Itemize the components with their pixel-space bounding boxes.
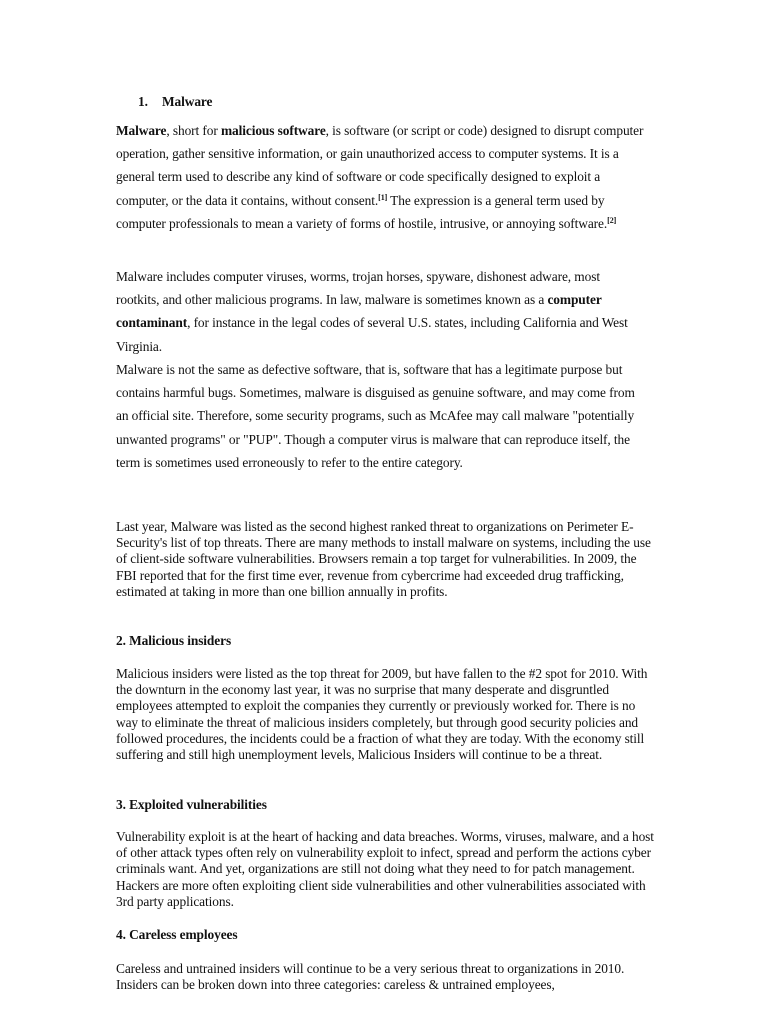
reference-1[interactable]: [1] xyxy=(378,192,388,202)
section-3-heading: 3. Exploited vulnerabilities xyxy=(116,797,267,812)
section-1-number: 1. xyxy=(138,94,148,109)
exploited-vulnerabilities-paragraph: Vulnerability exploit is at the heart of hacking and data breaches. Worms, viruses, malware, and a host of other attack types often rely on vulnerability exploit to infect, spread and perform the actions cyber criminals want. And yet, organizations are still not doing what they need to for patch management. Hackers are more often exploiting client side vulnerabilities and other vulnerabilities associated with 3rd party applications. xyxy=(116,829,654,909)
section-2-heading: 2. Malicious insiders xyxy=(116,633,232,648)
text-span: Malware includes computer viruses, worms, trojan horses, spyware, dishonest adware, most rootkits, and other malicious programs. In law, malware is sometimes known as a xyxy=(116,269,600,308)
reference-2[interactable]: [2] xyxy=(607,215,617,225)
text-span: , is software (or script or code) designed to disrupt computer operation, gather sensitive information, or gain unauthorized access to computer systems. It is a general term used to describe any kind of software or code specifically designed to exploit a computer, or the data it contains, without consent. xyxy=(116,123,644,208)
term-malicious-software: malicious software xyxy=(220,123,326,138)
text-span: , short for xyxy=(166,123,221,138)
text-span: , for instance in the legal codes of several U.S. states, including California and West Virginia. xyxy=(116,315,628,354)
defective-software-paragraph: Malware is not the same as defective software, that is, software that has a legitimate purpose but contains harmful bugs. Sometimes, malware is disguised as genuine software, and may come from an official site. Therefore, some security programs, such as McAfee may call malware "potentially unwanted programs" or "PUP". Though a computer virus is malware that can reproduce itself, the term is sometimes used erroneously to refer to the entire category. xyxy=(116,362,635,470)
text-span: The expression is a general term used by computer professionals to mean a variety of forms of hostile, intrusive, or annoying software. xyxy=(116,192,608,231)
section-1-title: Malware xyxy=(162,94,213,109)
last-year-paragraph: Last year, Malware was listed as the second highest ranked threat to organizations on Perimeter E-Security's list of top threats. There are many methods to install malware on systems, including the use of client-side software vulnerabilities. Browsers remain a top target for vulnerabilities. In 2009, the FBI reported that for the first time ever, revenue from cybercrime had exceeded drug trafficking, estimated at taking in more than one billion annually in profits. xyxy=(116,519,651,599)
term-malware: Malware xyxy=(116,123,167,138)
careless-employees-paragraph: Careless and untrained insiders will continue to be a very serious threat to organizations in 2010. Insiders can be broken down into three categories: careless & untrained employees, xyxy=(116,961,625,993)
term-computer-contaminant: computer contaminant xyxy=(116,292,602,331)
malicious-insiders-paragraph: Malicious insiders were listed as the top threat for 2009, but have fallen to the #2 spot for 2010. With the downturn in the economy last year, it was no surprise that many desperate and disgruntled employees attempted to exploit the companies they currently or previously worked for. There is no way to eliminate the threat of malicious insiders completely, but through good security policies and followed procedures, the incidents could be a fraction of what they are today. With the economy still suffering and still high unemployment levels, Malicious Insiders will continue to be a threat. xyxy=(116,666,648,763)
malware-definition-paragraph xyxy=(116,119,646,235)
section-4-heading: 4. Careless employees xyxy=(116,927,238,942)
section-1-heading xyxy=(138,93,212,111)
malware-includes-paragraph xyxy=(116,265,646,358)
